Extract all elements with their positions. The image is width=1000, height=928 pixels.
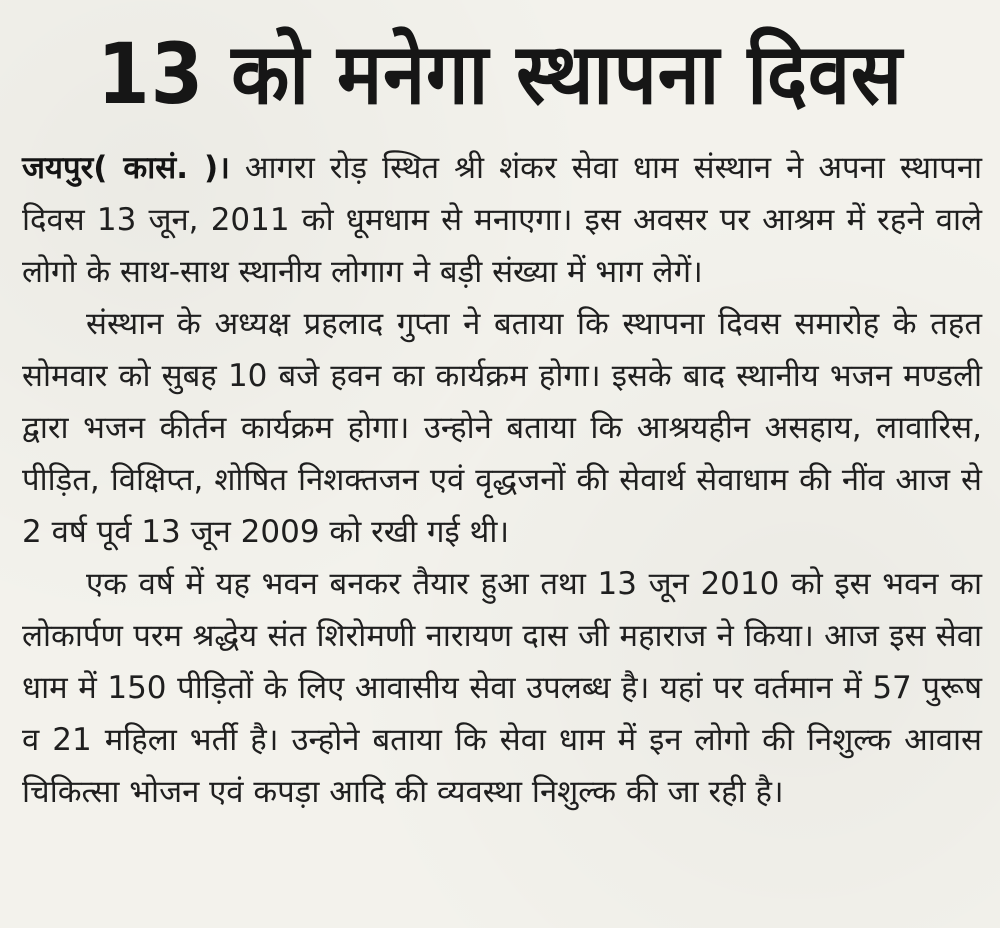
- article-body: [22, 142, 982, 818]
- paragraph-1: [22, 142, 982, 298]
- headline: 13 को मनेगा स्थापना दिवस: [97, 25, 903, 123]
- dateline: जयपुर( कासं. )।: [22, 150, 230, 186]
- paragraph-1-text: आगरा रोड़ स्थित श्री शंकर सेवा धाम संस्थान ने अपना स्थापना दिवस 13 जून, 2011 को धूमधाम से मनाएगा। इस अवसर पर आश्रम में रहने वाले लोगो के साथ-साथ स्थानीय लोगाग ने बड़ी संख्या में भाग लेगें।: [22, 150, 982, 290]
- paragraph-3: एक वर्ष में यह भवन बनकर तैयार हुआ तथा 13 जून 2010 को इस भवन का लोकार्पण परम श्रद्धेय संत शिरोमणी नारायण दास जी महाराज ने किया। आज इस सेवा धाम में 150 पीड़ितों के लिए आवासीय सेवा उपलब्ध है। यहां पर वर्तमान में 57 पुरूष व 21 महिला भर्ती है। उन्होने बताया कि सेवा धाम में इन लोगो की निशुल्क आवास चिकित्सा भोजन एवं कपड़ा आदि की व्यवस्था निशुल्क की जा रही है।: [22, 566, 982, 810]
- paragraph-2: संस्थान के अध्यक्ष प्रहलाद गुप्ता ने बताया कि स्थापना दिवस समारोह के तहत सोमवार को सुबह 10 बजे हवन का कार्यक्रम होगा। इसके बाद स्थानीय भजन मण्डली द्वारा भजन कीर्तन कार्यक्रम होगा। उन्होने बताया कि आश्रयहीन असहाय, लावारिस, पीड़ित, विक्षिप्त, शोषित निशक्तजन एवं वृद्धजनों की सेवार्थ सेवाधाम की नींव आज से 2 वर्ष पूर्व 13 जून 2009 को रखी गई थी।: [22, 306, 982, 550]
